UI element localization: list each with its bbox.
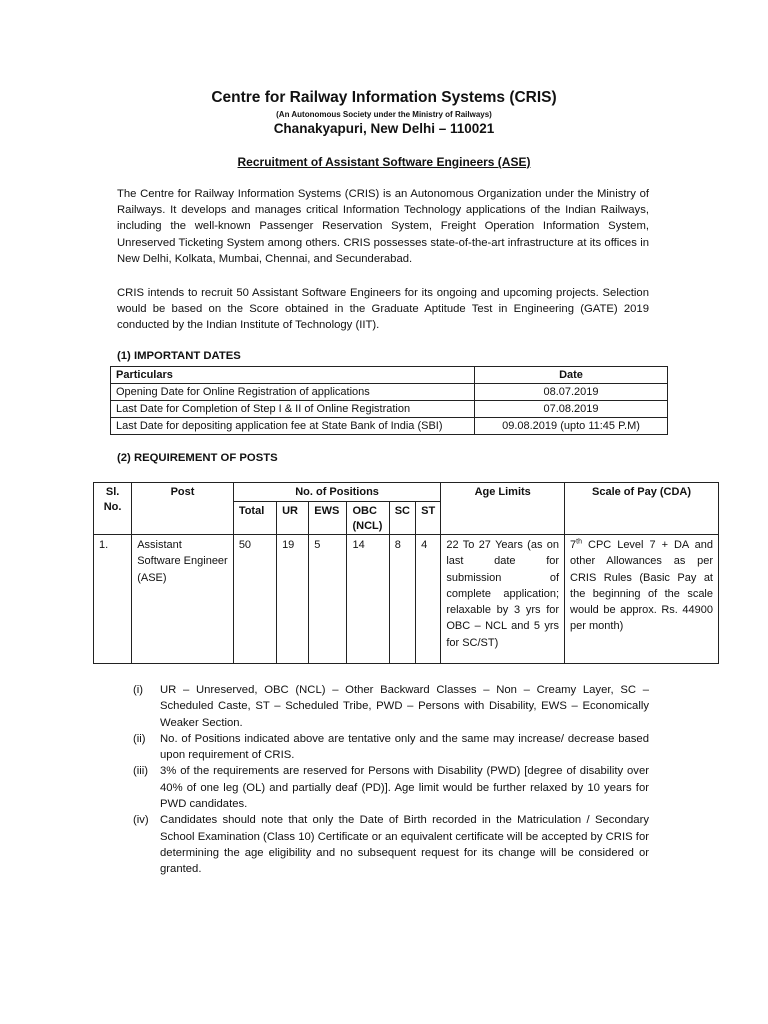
column-header-ur: UR <box>277 502 309 535</box>
note-text: 3% of the requirements are reserved for Persons with Disability (PWD) [degree of disability over 40% of one leg (OL) and partially deaf (PD)]. Age limit would be further relaxed by 10 years for PWD candidates. <box>160 765 649 811</box>
requirement-of-posts-table <box>93 482 719 664</box>
total-cell: 50 <box>233 535 276 664</box>
column-header-ews: EWS <box>309 502 347 535</box>
age-limits-cell: 22 To 27 Years (as on last date for submission of complete application; relaxable by 3 yrs for OBC – NCL and 5 yrs for SC/ST) <box>441 535 565 664</box>
column-header-scale-of-pay: Scale of Pay (CDA) <box>565 483 719 535</box>
list-item <box>133 731 649 764</box>
note-number: (iii) <box>133 765 149 778</box>
list-item <box>133 682 649 731</box>
scale-of-pay-cell <box>565 535 719 664</box>
column-header-obc: OBC (NCL) <box>347 502 389 535</box>
date-cell: 08.07.2019 <box>475 384 668 401</box>
column-header-age-limits: Age Limits <box>441 483 565 535</box>
column-header-total: Total <box>233 502 276 535</box>
intro-paragraph: The Centre for Railway Information Systems (CRIS) is an Autonomous Organization under the Ministry of Railways. It develops and manages critical Information Technology applications of the Indian Railways, including the well-known Passenger Reservation System, Freight Operation Information System, Unreserved Ticketing System among others. CRIS possesses state-of-the-art infrastructure at its offices in New Delhi, Kolkata, Mumbai, Chennai, and Secunderabad. <box>117 188 649 265</box>
list-item <box>133 812 649 877</box>
pay-level-number: 7 <box>570 539 577 551</box>
note-text: Candidates should note that only the Date of Birth recorded in the Matriculation / Secondary School Examination (Class 10) Certificate or an equivalent certificate will be accepted by CRIS for determining the age eligibility and no subsequent request for its change will be considered or granted. <box>160 814 649 876</box>
post-cell: Assistant Software Engineer (ASE) <box>132 535 234 664</box>
column-header-particulars: Particulars <box>111 367 475 384</box>
date-cell: 07.08.2019 <box>475 401 668 418</box>
column-header-date: Date <box>475 367 668 384</box>
column-header-post: Post <box>132 483 234 535</box>
page-title: Centre for Railway Information Systems (CRIS) <box>211 89 557 106</box>
note-number: (i) <box>133 684 144 696</box>
column-header-sl-no: Sl. No. <box>94 483 132 535</box>
sl-no-cell: 1. <box>94 535 132 664</box>
particular-cell: Last Date for depositing application fee at State Bank of India (SBI) <box>111 418 475 435</box>
particular-cell: Opening Date for Online Registration of applications <box>111 384 475 401</box>
ews-cell: 5 <box>309 535 347 664</box>
column-header-st: ST <box>416 502 441 535</box>
recruitment-title: Recruitment of Assistant Software Engineers (ASE) <box>237 155 531 169</box>
column-header-sc: SC <box>389 502 415 535</box>
note-text: UR – Unreserved, OBC (NCL) – Other Backward Classes – Non – Creamy Layer, SC – Scheduled Caste, ST – Scheduled Tribe, PWD – Persons with Disability, EWS – Economically Weaker Section. <box>160 684 649 729</box>
note-text: No. of Positions indicated above are tentative only and the same may increase/ decrease based upon requirement of CRIS. <box>160 732 649 762</box>
important-dates-heading: (1) IMPORTANT DATES <box>117 350 241 362</box>
organization-address: Chanakyapuri, New Delhi – 110021 <box>273 121 495 136</box>
column-header-positions: No. of Positions <box>233 483 441 502</box>
note-number: (iv) <box>133 814 149 827</box>
page-subtitle: (An Autonomous Society under the Ministry of Railways) <box>276 110 492 119</box>
sc-cell: 8 <box>389 535 415 664</box>
important-dates-table <box>110 366 668 435</box>
list-item <box>133 763 649 812</box>
pay-description: CPC Level 7 + DA and other Allowances as per CRIS Rules (Basic Pay at the beginning of the scale would be approx. Rs. 44900 per month) <box>570 539 713 633</box>
table-row <box>111 418 668 435</box>
date-cell: 09.08.2019 (upto 11:45 P.M) <box>475 418 668 435</box>
table-header-row <box>94 483 719 502</box>
particular-cell: Last Date for Completion of Step I & II of Online Registration <box>111 401 475 418</box>
requirement-of-posts-heading: (2) REQUIREMENT OF POSTS <box>117 452 278 464</box>
table-header-row <box>111 367 668 384</box>
st-cell: 4 <box>416 535 441 664</box>
notes-list <box>133 682 649 878</box>
ur-cell: 19 <box>277 535 309 664</box>
obc-cell: 14 <box>347 535 389 664</box>
table-row <box>111 384 668 401</box>
table-row <box>111 401 668 418</box>
table-row <box>94 535 719 664</box>
note-number: (ii) <box>133 732 146 745</box>
pay-level-suffix: th <box>576 538 583 546</box>
intent-paragraph: CRIS intends to recruit 50 Assistant Software Engineers for its ongoing and upcoming projects. Selection would be based on the Score obtained in the Graduate Aptitude Test in Engineering (GATE) 2019 conducted by the Indian Institute of Technology (IIT). <box>117 287 649 332</box>
